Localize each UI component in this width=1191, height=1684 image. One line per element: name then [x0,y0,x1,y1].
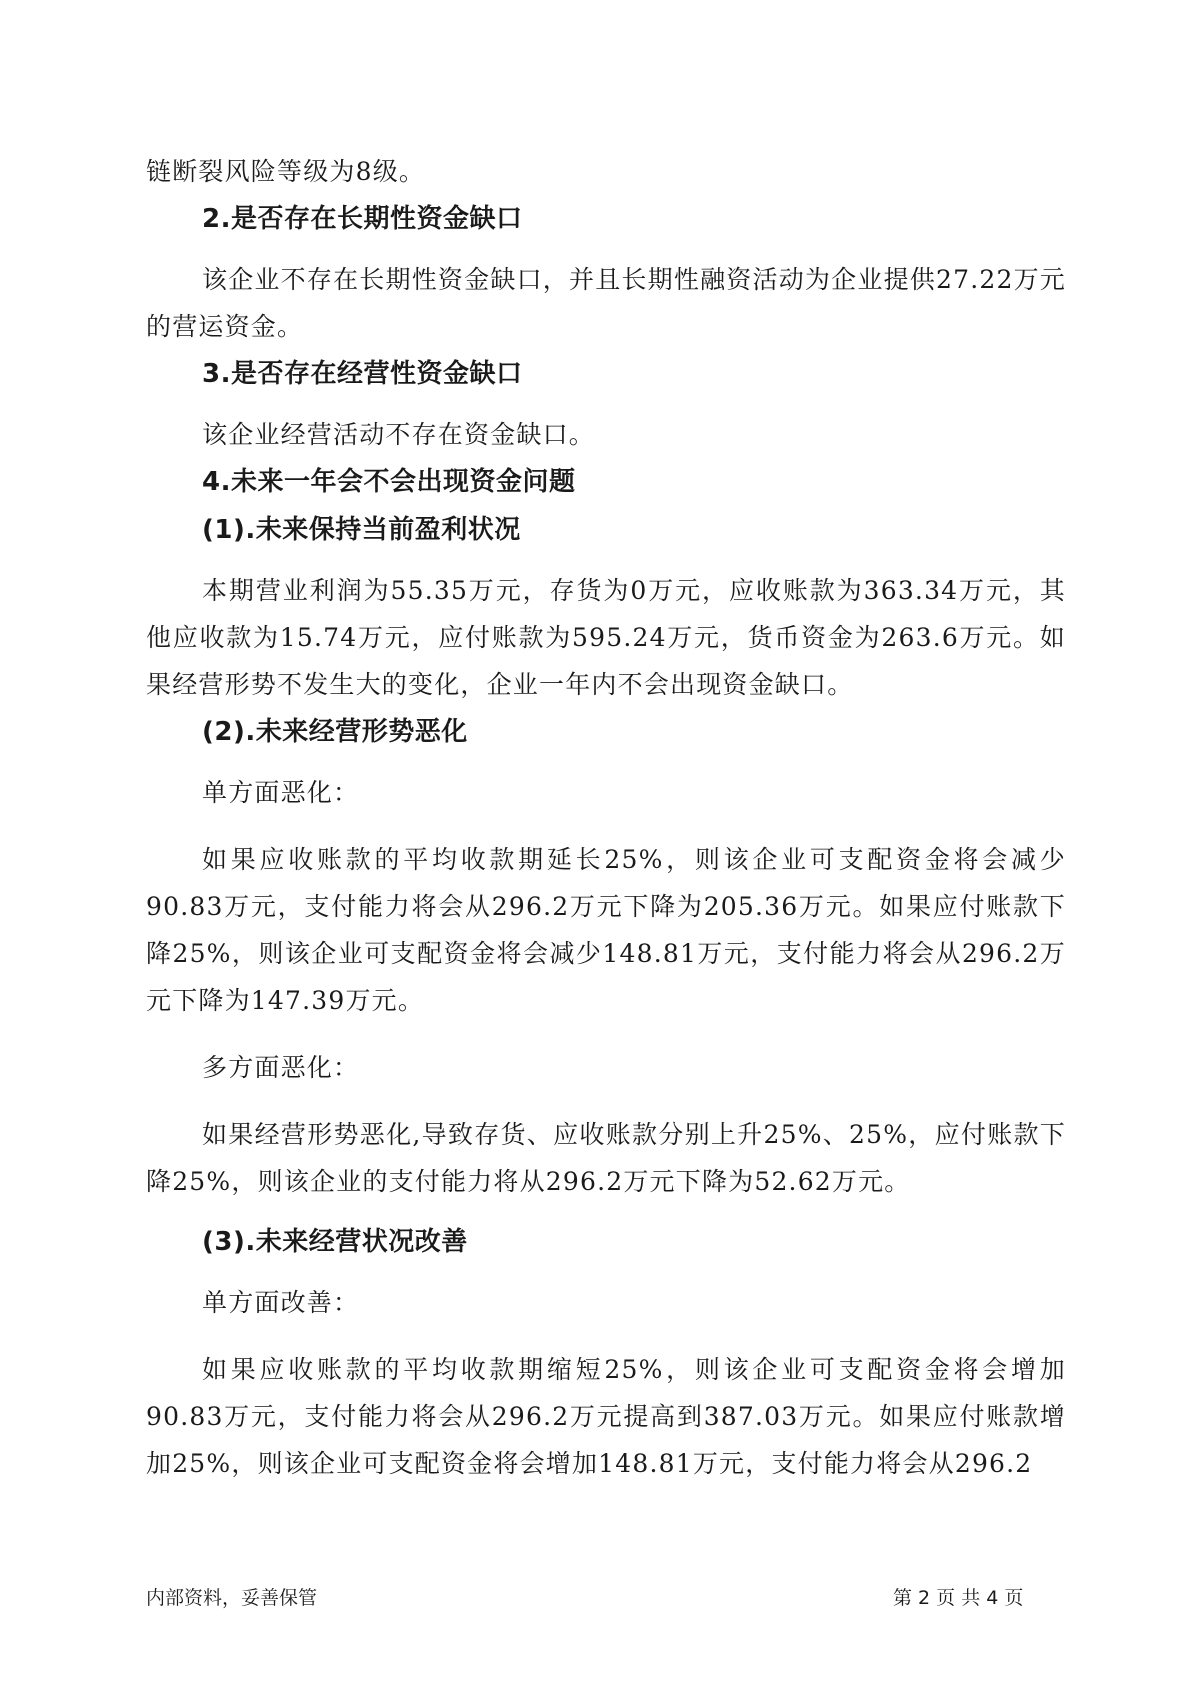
paragraph-long-term-gap: 该企业不存在长期性资金缺口，并且长期性融资活动为企业提供27.22万元的营运资金。 [146,265,1066,341]
paragraph-multi-deterioration: 如果经营形势恶化,导致存货、应收账款分别上升25%、25%，应付账款下降25%，则该企业的支付能力将从296.2万元下降为52.62万元。 [146,1120,1066,1196]
heading-deterioration: (2).未来经营形势恶化 [202,717,468,747]
document-content [146,148,1066,1487]
heading-keep-profit: (1).未来保持当前盈利状况 [202,515,521,545]
paragraph-current-profit: 本期营业利润为55.35万元，存货为0万元，应收账款为363.34万元，其他应收款为15.74万元，应付账款为595.24万元，货币资金为263.6万元。如果经营形势不发生大的变化，企业一年内不会出现资金缺口。 [146,576,1066,699]
footer-page-number: 第 2 页 共 4 页 [893,1587,1024,1609]
heading-long-term-gap: 2.是否存在长期性资金缺口 [202,204,523,234]
paragraph-single-deterioration-label: 单方面恶化： [202,778,360,807]
footer-confidential-note: 内部资料，妥善保管 [146,1587,318,1609]
paragraph-single-improvement-label: 单方面改善： [202,1288,360,1317]
paragraph-multi-deterioration-label: 多方面恶化： [202,1053,360,1082]
heading-next-year: 4.未来一年会不会出现资金问题 [202,467,576,497]
paragraph-single-improvement: 如果应收账款的平均收款期缩短25%，则该企业可支配资金将会增加90.83万元，支付能力将会从296.2万元提高到387.03万元。如果应付账款增加25%，则该企业可支配资金将会增加148.81万元，支付能力将会从296.2 [146,1355,1066,1478]
paragraph-risk-level: 链断裂风险等级为8级。 [146,157,426,186]
heading-operating-gap: 3.是否存在经营性资金缺口 [202,359,523,389]
heading-improvement: (3).未来经营状况改善 [202,1227,468,1257]
paragraph-operating-gap: 该企业经营活动不存在资金缺口。 [202,420,596,449]
paragraph-single-deterioration: 如果应收账款的平均收款期延长25%，则该企业可支配资金将会减少90.83万元，支付能力将会从296.2万元下降为205.36万元。如果应付账款下降25%，则该企业可支配资金将会减少148.81万元，支付能力将会从296.2万元下降为147.39万元。 [146,845,1066,1015]
